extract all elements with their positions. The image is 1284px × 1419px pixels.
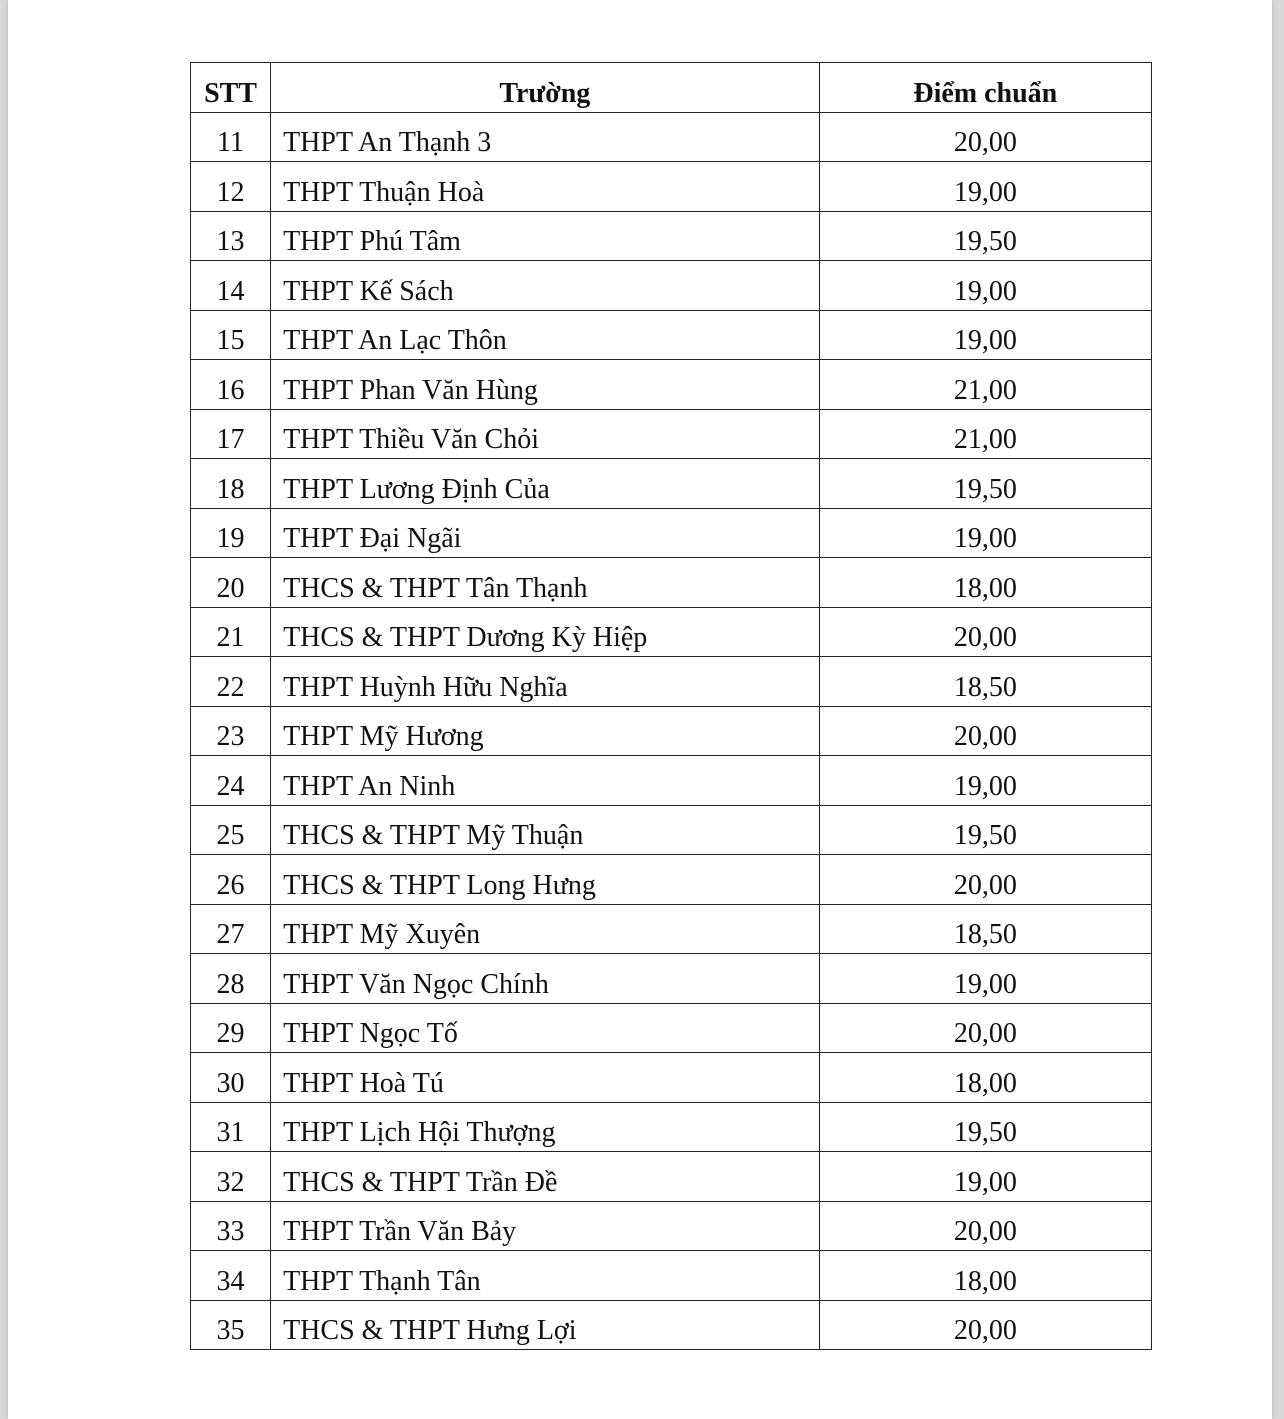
table-row [191, 261, 1152, 311]
header-score: Điểm chuẩn [819, 63, 1151, 113]
row-school-name: THPT Lịch Hội Thượng [271, 1102, 820, 1152]
table-row [191, 607, 1152, 657]
row-school-name: THPT Hoà Tú [271, 1053, 820, 1103]
row-admission-score: 20,00 [819, 1003, 1151, 1053]
row-stt: 12 [191, 162, 271, 212]
table-row [191, 706, 1152, 756]
row-school-name: THCS & THPT Trần Đề [271, 1152, 820, 1202]
row-admission-score: 19,00 [819, 954, 1151, 1004]
table-row [191, 310, 1152, 360]
row-admission-score: 19,50 [819, 211, 1151, 261]
row-admission-score: 19,50 [819, 459, 1151, 509]
row-admission-score: 20,00 [819, 1300, 1151, 1350]
row-admission-score: 18,00 [819, 1053, 1151, 1103]
table-header-row [191, 63, 1152, 113]
row-stt: 16 [191, 360, 271, 410]
table-row [191, 508, 1152, 558]
row-admission-score: 19,00 [819, 261, 1151, 311]
row-school-name: THCS & THPT Long Hưng [271, 855, 820, 905]
row-stt: 23 [191, 706, 271, 756]
row-admission-score: 18,00 [819, 558, 1151, 608]
table-row [191, 1300, 1152, 1350]
row-stt: 27 [191, 904, 271, 954]
row-stt: 30 [191, 1053, 271, 1103]
row-stt: 31 [191, 1102, 271, 1152]
row-stt: 21 [191, 607, 271, 657]
table-row [191, 558, 1152, 608]
row-admission-score: 20,00 [819, 112, 1151, 162]
row-school-name: THPT Ngọc Tố [271, 1003, 820, 1053]
row-admission-score: 19,00 [819, 310, 1151, 360]
row-stt: 14 [191, 261, 271, 311]
row-school-name: THPT Thuận Hoà [271, 162, 820, 212]
row-admission-score: 18,50 [819, 657, 1151, 707]
row-stt: 13 [191, 211, 271, 261]
row-admission-score: 20,00 [819, 706, 1151, 756]
row-school-name: THPT Phan Văn Hùng [271, 360, 820, 410]
table-row [191, 112, 1152, 162]
row-admission-score: 19,50 [819, 1102, 1151, 1152]
row-stt: 19 [191, 508, 271, 558]
row-admission-score: 20,00 [819, 855, 1151, 905]
row-school-name: THCS & THPT Mỹ Thuận [271, 805, 820, 855]
admission-score-table [190, 62, 1152, 1350]
row-school-name: THPT Thiều Văn Chỏi [271, 409, 820, 459]
row-school-name: THPT Trần Văn Bảy [271, 1201, 820, 1251]
table-row [191, 1003, 1152, 1053]
header-stt: STT [191, 63, 271, 113]
row-admission-score: 20,00 [819, 1201, 1151, 1251]
row-stt: 20 [191, 558, 271, 608]
document-page [8, 0, 1272, 1419]
row-school-name: THPT Huỳnh Hữu Nghĩa [271, 657, 820, 707]
row-school-name: THPT An Thạnh 3 [271, 112, 820, 162]
row-school-name: THPT Đại Ngãi [271, 508, 820, 558]
row-stt: 35 [191, 1300, 271, 1350]
row-stt: 28 [191, 954, 271, 1004]
table-row [191, 904, 1152, 954]
table-row [191, 1201, 1152, 1251]
table-row [191, 360, 1152, 410]
table-row [191, 657, 1152, 707]
row-school-name: THPT An Lạc Thôn [271, 310, 820, 360]
header-school: Trường [271, 63, 820, 113]
table-row [191, 954, 1152, 1004]
table-row [191, 409, 1152, 459]
row-stt: 33 [191, 1201, 271, 1251]
table-row [191, 1102, 1152, 1152]
row-admission-score: 21,00 [819, 409, 1151, 459]
row-admission-score: 18,50 [819, 904, 1151, 954]
table-row [191, 805, 1152, 855]
row-school-name: THPT Phú Tâm [271, 211, 820, 261]
table-row [191, 162, 1152, 212]
table-body [191, 112, 1152, 1350]
row-school-name: THCS & THPT Dương Kỳ Hiệp [271, 607, 820, 657]
row-stt: 11 [191, 112, 271, 162]
row-admission-score: 19,00 [819, 1152, 1151, 1202]
row-school-name: THPT Mỹ Hương [271, 706, 820, 756]
row-admission-score: 18,00 [819, 1251, 1151, 1301]
row-school-name: THPT Văn Ngọc Chính [271, 954, 820, 1004]
row-stt: 34 [191, 1251, 271, 1301]
row-stt: 22 [191, 657, 271, 707]
row-school-name: THCS & THPT Hưng Lợi [271, 1300, 820, 1350]
row-admission-score: 19,00 [819, 508, 1151, 558]
row-stt: 18 [191, 459, 271, 509]
row-school-name: THPT Lương Định Của [271, 459, 820, 509]
row-admission-score: 19,50 [819, 805, 1151, 855]
row-admission-score: 19,00 [819, 162, 1151, 212]
row-stt: 29 [191, 1003, 271, 1053]
row-stt: 15 [191, 310, 271, 360]
table-row [191, 756, 1152, 806]
row-admission-score: 19,00 [819, 756, 1151, 806]
table-row [191, 1251, 1152, 1301]
table-row [191, 459, 1152, 509]
table-row [191, 1053, 1152, 1103]
row-admission-score: 21,00 [819, 360, 1151, 410]
row-stt: 26 [191, 855, 271, 905]
row-school-name: THCS & THPT Tân Thạnh [271, 558, 820, 608]
row-school-name: THPT Mỹ Xuyên [271, 904, 820, 954]
row-stt: 32 [191, 1152, 271, 1202]
table-row [191, 855, 1152, 905]
row-stt: 25 [191, 805, 271, 855]
row-stt: 24 [191, 756, 271, 806]
table-row [191, 211, 1152, 261]
row-admission-score: 20,00 [819, 607, 1151, 657]
row-school-name: THPT Thạnh Tân [271, 1251, 820, 1301]
row-stt: 17 [191, 409, 271, 459]
row-school-name: THPT An Ninh [271, 756, 820, 806]
table-row [191, 1152, 1152, 1202]
row-school-name: THPT Kế Sách [271, 261, 820, 311]
